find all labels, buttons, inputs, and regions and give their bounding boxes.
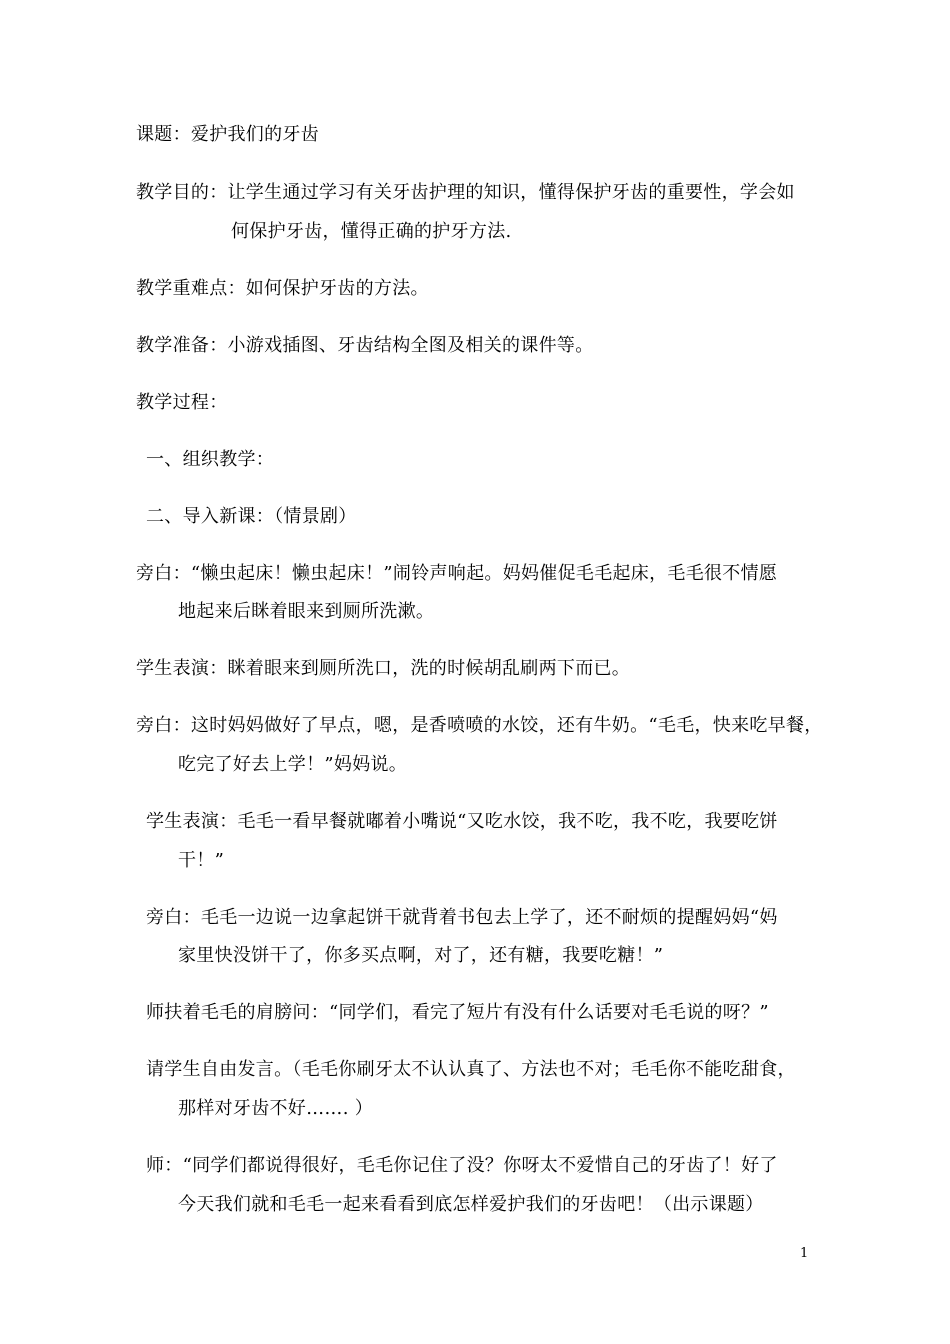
narration-paragraph-3: 旁白：毛毛一边说一边拿起饼干就背着书包去上学了，还不耐烦的提醒妈妈“妈: [146, 907, 778, 928]
teacher-question: 师扶着毛毛的肩膀问：“同学们，看完了短片有没有什么话要对毛毛说的呀？”: [146, 1002, 769, 1023]
narration-paragraph-3-continued: 家里快没饼干了，你多买点啊，对了，还有糖，我要吃糖！”: [178, 945, 664, 966]
section-one: 一、组织教学：: [146, 449, 275, 470]
teaching-preparation: 教学准备：小游戏插图、牙齿结构全图及相关的课件等。: [136, 335, 594, 356]
key-difficult-points: 教学重难点：如何保护牙齿的方法。: [136, 278, 429, 299]
student-performance-2: 学生表演：毛毛一看早餐就嘟着小嘴说“又吃水饺，我不吃，我不吃，我要吃饼: [146, 811, 778, 832]
student-performance-2-continued: 干！”: [178, 850, 225, 871]
narration-paragraph-1-continued: 地起来后眯着眼来到厕所洗漱。: [178, 601, 435, 622]
teacher-summary-continued: 今天我们就和毛毛一起来看看到底怎样爱护我们的牙齿吧！（出示课题）: [178, 1194, 764, 1215]
lesson-title: 课题：爱护我们的牙齿: [136, 124, 319, 145]
student-discussion: 请学生自由发言。（毛毛你刷牙太不认认真了、方法也不对；毛毛你不能吃甜食，: [146, 1059, 796, 1080]
narration-paragraph-2-continued: 吃完了好去上学！”妈妈说。: [178, 754, 408, 775]
page-number: 1: [800, 1246, 809, 1261]
teaching-objective-continued: 何保护牙齿，懂得正确的护牙方法.: [231, 221, 512, 242]
student-performance-1: 学生表演：眯着眼来到厕所洗口，洗的时候胡乱刷两下而已。: [136, 658, 631, 679]
narration-paragraph-1: 旁白：“懒虫起床！懒虫起床！”闹铃声响起。妈妈催促毛毛起床，毛毛很不情愿: [136, 563, 778, 584]
narration-paragraph-2: 旁白：这时妈妈做好了早点，嗯，是香喷喷的水饺，还有牛奶。“毛毛，快来吃早餐，: [136, 715, 823, 736]
section-two: 二、导入新课：（情景剧）: [146, 506, 357, 527]
teacher-summary: 师：“同学们都说得很好，毛毛你记住了没？你呀太不爱惜自己的牙齿了！好了: [146, 1155, 778, 1176]
teaching-process-heading: 教学过程：: [136, 392, 228, 413]
student-discussion-continued: 那样对牙齿不好……. ）: [178, 1098, 374, 1119]
teaching-objective: 教学目的：让学生通过学习有关牙齿护理的知识，懂得保护牙齿的重要性，学会如: [136, 182, 795, 203]
